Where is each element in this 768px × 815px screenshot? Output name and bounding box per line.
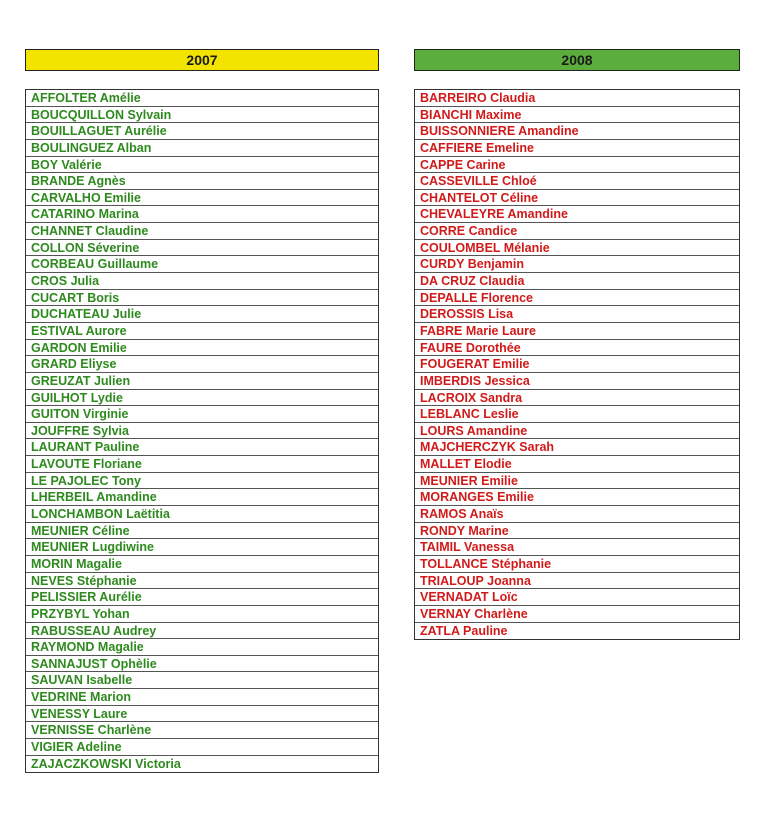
- name-row: TOLLANCE Stéphanie: [415, 556, 739, 573]
- name-row: MALLET Elodie: [415, 456, 739, 473]
- name-row: LAVOUTE Floriane: [26, 456, 378, 473]
- name-row: PRZYBYL Yohan: [26, 606, 378, 623]
- name-row: CHANNET Claudine: [26, 223, 378, 240]
- name-row: LOURS Amandine: [415, 423, 739, 440]
- name-row: COLLON Séverine: [26, 240, 378, 257]
- name-row: VEDRINE Marion: [26, 689, 378, 706]
- name-row: RAMOS Anaïs: [415, 506, 739, 523]
- name-row: CROS Julia: [26, 273, 378, 290]
- name-row: VIGIER Adeline: [26, 739, 378, 756]
- name-row: BRANDE Agnès: [26, 173, 378, 190]
- year-header-2007: 2007: [25, 49, 379, 71]
- name-row: CURDY Benjamin: [415, 256, 739, 273]
- name-row: TRIALOUP Joanna: [415, 573, 739, 590]
- name-row: VERNISSE Charlène: [26, 722, 378, 739]
- name-row: GUITON Virginie: [26, 406, 378, 423]
- name-row: GREUZAT Julien: [26, 373, 378, 390]
- name-row: PELISSIER Aurélie: [26, 589, 378, 606]
- name-row: DEROSSIS Lisa: [415, 306, 739, 323]
- name-row: CAPPE Carine: [415, 157, 739, 174]
- name-row: DUCHATEAU Julie: [26, 306, 378, 323]
- name-row: JOUFFRE Sylvia: [26, 423, 378, 440]
- name-row: MORIN Magalie: [26, 556, 378, 573]
- name-row: GRARD Eliyse: [26, 356, 378, 373]
- name-row: BOUCQUILLON Sylvain: [26, 107, 378, 124]
- name-row: BUISSONNIERE Amandine: [415, 123, 739, 140]
- name-row: DEPALLE Florence: [415, 290, 739, 307]
- name-row: ZAJACZKOWSKI Victoria: [31, 756, 181, 771]
- year-header-2008: 2008: [414, 49, 740, 71]
- name-row: TAIMIL Vanessa: [415, 539, 739, 556]
- name-row: FABRE Marie Laure: [415, 323, 739, 340]
- name-row: BOUILLAGUET Aurélie: [26, 123, 378, 140]
- name-row: COULOMBEL Mélanie: [415, 240, 739, 257]
- name-row: CATARINO Marina: [26, 206, 378, 223]
- name-row: BOULINGUEZ Alban: [26, 140, 378, 157]
- name-row: RONDY Marine: [415, 523, 739, 540]
- name-row: LEBLANC Leslie: [415, 406, 739, 423]
- name-row: CHEVALEYRE Amandine: [415, 206, 739, 223]
- name-row: CAFFIERE Emeline: [415, 140, 739, 157]
- name-list-2008: [414, 89, 740, 640]
- name-row: SANNAJUST Ophèlie: [26, 656, 378, 673]
- name-row: CASSEVILLE Chloé: [415, 173, 739, 190]
- name-row: BARREIRO Claudia: [415, 90, 739, 107]
- name-row: VENESSY Laure: [26, 706, 378, 723]
- name-row: LACROIX Sandra: [415, 390, 739, 407]
- name-row: VERNAY Charlène: [415, 606, 739, 623]
- name-row: MEUNIER Lugdiwine: [26, 539, 378, 556]
- name-row: LE PAJOLEC Tony: [26, 473, 378, 490]
- name-row: GARDON Emilie: [26, 340, 378, 357]
- name-row: ESTIVAL Aurore: [26, 323, 378, 340]
- name-row: BOY Valérie: [26, 157, 378, 174]
- name-row: MEUNIER Emilie: [415, 473, 739, 490]
- name-row: ZATLA Pauline: [420, 623, 508, 638]
- name-row: CUCART Boris: [26, 290, 378, 307]
- name-row: AFFOLTER Amélie: [26, 90, 378, 107]
- name-row: IMBERDIS Jessica: [415, 373, 739, 390]
- name-row: CARVALHO Emilie: [26, 190, 378, 207]
- name-list-2007: [25, 89, 379, 773]
- name-row: LHERBEIL Amandine: [26, 489, 378, 506]
- name-row: DA CRUZ Claudia: [415, 273, 739, 290]
- name-row: LAURANT Pauline: [26, 439, 378, 456]
- name-row: LONCHAMBON Laëtitia: [26, 506, 378, 523]
- name-row: MORANGES Emilie: [415, 489, 739, 506]
- name-row: GUILHOT Lydie: [26, 390, 378, 407]
- name-row: FOUGERAT Emilie: [415, 356, 739, 373]
- name-row: MEUNIER Céline: [26, 523, 378, 540]
- name-row: CORBEAU Guillaume: [26, 256, 378, 273]
- name-row: CORRE Candice: [415, 223, 739, 240]
- name-row: VERNADAT Loïc: [415, 589, 739, 606]
- name-row: CHANTELOT Céline: [415, 190, 739, 207]
- name-row: SAUVAN Isabelle: [26, 672, 378, 689]
- name-row: NEVES Stéphanie: [26, 573, 378, 590]
- name-row: RAYMOND Magalie: [26, 639, 378, 656]
- name-row: BIANCHI Maxime: [415, 107, 739, 124]
- name-row: MAJCHERCZYK Sarah: [415, 439, 739, 456]
- name-row: FAURE Dorothée: [415, 340, 739, 357]
- name-row: RABUSSEAU Audrey: [26, 623, 378, 640]
